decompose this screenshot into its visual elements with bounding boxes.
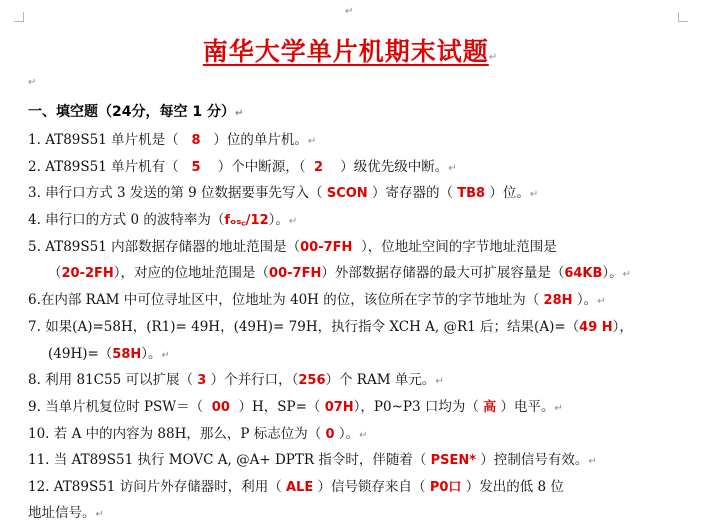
- answer: 58H: [112, 347, 142, 362]
- answer: 20-2FH: [61, 266, 114, 281]
- paragraph-mark: ↵: [345, 6, 354, 17]
- paragraph-mark: ↵: [28, 77, 37, 88]
- answer: 2: [314, 160, 324, 175]
- question-6: 6.在内部 RAM 中可位寻址区中，位地址为 40H 的位，该位所在字节的字节地址为（ 28H ）。↵: [28, 292, 606, 308]
- answer: P0口: [429, 480, 462, 495]
- title-text: 南华大学单片机期末试题: [202, 37, 489, 66]
- answer: PSEN*: [430, 453, 477, 468]
- answer: 28H: [543, 293, 573, 308]
- question-1: 1. AT89S51 单片机是（ 8 ）位的单片机。↵: [28, 132, 317, 148]
- question-2: 2. AT89S51 单片机有（ 5 ）个中断源，（ 2 ）级优先级中断。↵: [28, 159, 457, 175]
- answer: SCON: [326, 186, 368, 201]
- question-3: 3. 串行口方式 3 发送的第 9 位数据要事先写入（ SCON ）寄存器的（ TB8 ）位。↵: [28, 185, 539, 201]
- question-8: 8. 利用 81C55 可以扩展（ 3 ）个并行口，（256）个 RAM 单元。↵: [28, 372, 444, 388]
- document-title: [0, 32, 701, 68]
- question-9: 9. 当单片机复位时 PSW＝（ 00 ）H，SP=（ 07H），P0~P3 口均为（ 高 ）电平。↵: [28, 399, 563, 415]
- paragraph-mark: ↵: [234, 108, 244, 119]
- question-11: 11. 当 AT89S51 执行 MOVC A, @A+ DPTR 指令时，伴随着（ PSEN* ）控制信号有效。↵: [28, 452, 597, 468]
- answer: 64KB: [564, 266, 603, 281]
- answer: 3: [197, 373, 207, 388]
- answer: fₒₛ꜀/12: [224, 213, 269, 228]
- question-12: 12. AT89S51 访问片外存储器时，利用（ ALE ）信号锁存来自（ P0口 ）发出的低 8 位: [28, 479, 564, 495]
- question-7-continued: (49H)=（58H）。↵: [48, 346, 170, 362]
- answer: 00-7FH: [269, 266, 322, 281]
- answer: 0: [325, 427, 335, 442]
- question-7: 7. 如果(A)=58H，(R1)= 49H，(49H)= 79H，执行指令 XCH A, @R1 后；结果(A)=（49 H），: [28, 319, 633, 335]
- paragraph-mark: ↵: [488, 52, 499, 63]
- answer: 高: [483, 400, 497, 415]
- answer: 00-7FH: [300, 240, 353, 255]
- answer: 00: [211, 400, 230, 415]
- question-4: 4. 串行口的方式 0 的波特率为（fₒₛ꜀/12）。↵: [28, 212, 298, 228]
- page-corner-marker: [14, 12, 24, 22]
- section-heading-text: 一、填空题（24分，每空 1 分）: [28, 104, 235, 120]
- section-heading: [28, 101, 243, 121]
- question-10: 10. 若 A 中的内容为 88H，那么，P 标志位为（ 0 ）。↵: [28, 426, 368, 442]
- answer: 07H: [324, 400, 354, 415]
- answer: 49 H: [579, 320, 613, 335]
- question-5: 5. AT89S51 内部数据存储器的地址范围是（00-7FH ），位地址空间的字节地址范围是: [28, 239, 557, 255]
- question-5-continued: （20-2FH），对应的位地址范围是（00-7FH）外部数据存储器的最大可扩展容量是（64KB）。↵: [48, 265, 632, 281]
- answer: 256: [298, 373, 326, 388]
- question-12-continued: 地址信号。↵: [28, 505, 104, 521]
- page-corner-marker: [678, 12, 688, 22]
- answer: ALE: [286, 480, 314, 495]
- answer: 5: [191, 160, 201, 175]
- answer: 8: [191, 133, 201, 148]
- answer: TB8: [457, 186, 486, 201]
